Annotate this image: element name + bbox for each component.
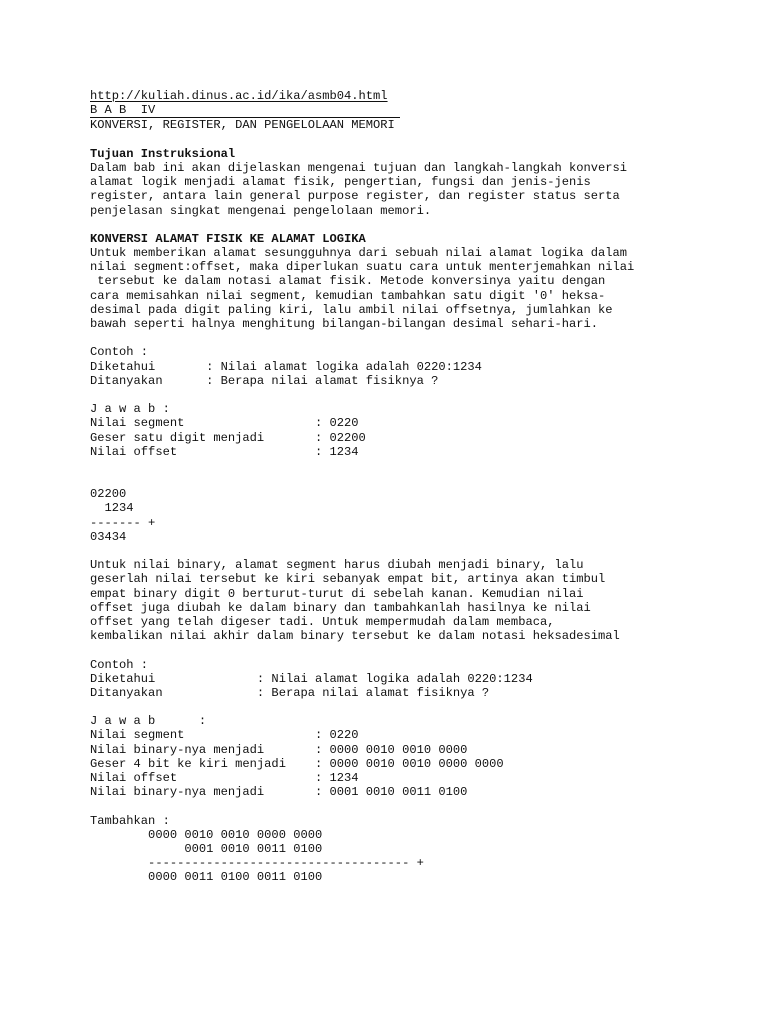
sum-line: 02200	[90, 487, 127, 502]
contoh-line: Diketahui : Nilai alamat logika adalah 0220:1234	[90, 671, 533, 686]
paragraph-line: penjelasan singkat mengenai pengelolaan memori.	[90, 203, 432, 218]
paragraph-line: tersebut ke dalam notasi alamat fisik. Metode konversinya yaitu dengan	[90, 274, 606, 289]
contoh-line: Contoh :	[90, 345, 149, 360]
contoh-2-block	[90, 658, 730, 701]
paragraph-line: Untuk memberikan alamat sesungguhnya dari sebuah nilai alamat logika dalam	[90, 246, 628, 261]
jawab-line: Nilai segment : 0220	[90, 416, 359, 431]
jawab-2-block	[90, 714, 730, 799]
paragraph-line: empat binary digit 0 berturut-turut di sebelah kanan. Kemudian nilai	[90, 586, 584, 601]
jawab-1-block	[90, 402, 730, 459]
paragraph-line: nilai segment:offset, maka diperlukan suatu cara untuk menterjemahkan nilai	[90, 260, 635, 275]
jawab-line: J a w a b :	[90, 402, 170, 417]
contoh-line: Contoh :	[90, 657, 149, 672]
chapter-label: B A B IV	[90, 103, 156, 118]
konversi-paragraph	[90, 246, 730, 331]
document-page	[90, 89, 730, 885]
sum-1-block	[90, 487, 730, 544]
chapter-title: KONVERSI, REGISTER, DAN PENGELOLAAN MEMORI	[90, 118, 395, 133]
jawab-line: Geser satu digit menjadi : 02200	[90, 430, 366, 445]
jawab-line: Nilai offset : 1234	[90, 444, 359, 459]
contoh-line: Ditanyakan : Berapa nilai alamat fisiknya ?	[90, 685, 490, 700]
tujuan-paragraph	[90, 161, 730, 218]
tujuan-heading: Tujuan Instruksional	[90, 146, 236, 161]
jawab-line: Geser 4 bit ke kiri menjadi : 0000 0010 0010 0000 0000	[90, 756, 504, 771]
paragraph-line: register, antara lain general purpose register, dan register status serta	[90, 189, 620, 204]
paragraph-line: alamat logik menjadi alamat fisik, pengertian, fungsi dan jenis-jenis	[90, 175, 591, 190]
jawab-line: J a w a b :	[90, 714, 207, 729]
jawab-line: Nilai binary-nya menjadi : 0001 0010 0011 0100	[90, 785, 468, 800]
jawab-line: Nilai segment : 0220	[90, 728, 359, 743]
sum-line: 03434	[90, 529, 127, 544]
paragraph-line: bawah seperti halnya menghitung bilangan-bilangan desimal sehari-hari.	[90, 317, 599, 331]
paragraph-line: desimal pada digit paling kiri, lalu ambil nilai offsetnya, jumlahkan ke	[90, 302, 613, 317]
paragraph-line: Untuk nilai binary, alamat segment harus diubah menjadi binary, lalu	[90, 558, 584, 573]
tambahkan-line: ------------------------------------ +	[90, 856, 424, 871]
tambahkan-block	[90, 814, 730, 885]
contoh-line: Diketahui : Nilai alamat logika adalah 0220:1234	[90, 359, 482, 374]
paragraph-line: offset juga diubah ke dalam binary dan tambahkanlah hasilnya ke nilai	[90, 600, 591, 615]
contoh-1-block	[90, 345, 730, 388]
jawab-line: Nilai offset : 1234	[90, 771, 359, 785]
binary-paragraph	[90, 558, 730, 643]
paragraph-line: offset yang telah digeser tadi. Untuk mempermudah dalam membaca,	[90, 614, 555, 629]
contoh-line: Ditanyakan : Berapa nilai alamat fisiknya ?	[90, 373, 439, 388]
source-url-link[interactable]: http://kuliah.dinus.ac.id/ika/asmb04.html	[90, 89, 388, 103]
tambahkan-line: 0000 0011 0100 0011 0100	[90, 870, 323, 885]
tambahkan-line: 0000 0010 0010 0000 0000	[90, 827, 323, 842]
paragraph-line: Dalam bab ini akan dijelaskan mengenai tujuan dan langkah-langkah konversi	[90, 160, 628, 175]
jawab-line: Nilai binary-nya menjadi : 0000 0010 0010 0000	[90, 742, 468, 757]
konversi-heading: KONVERSI ALAMAT FISIK KE ALAMAT LOGIKA	[90, 231, 366, 246]
paragraph-line: cara memisahkan nilai segment, kemudian tambahkan satu digit '0' heksa-	[90, 288, 606, 303]
sum-line: 1234	[90, 501, 134, 516]
paragraph-line: geserlah nilai tersebut ke kiri sebanyak empat bit, artinya akan timbul	[90, 572, 606, 587]
tambahkan-line: 0001 0010 0011 0100	[90, 841, 323, 856]
paragraph-line: kembalikan nilai akhir dalam binary tersebut ke dalam notasi heksadesimal	[90, 629, 620, 644]
tambahkan-line: Tambahkan :	[90, 813, 170, 828]
sum-line: ------- +	[90, 515, 156, 530]
